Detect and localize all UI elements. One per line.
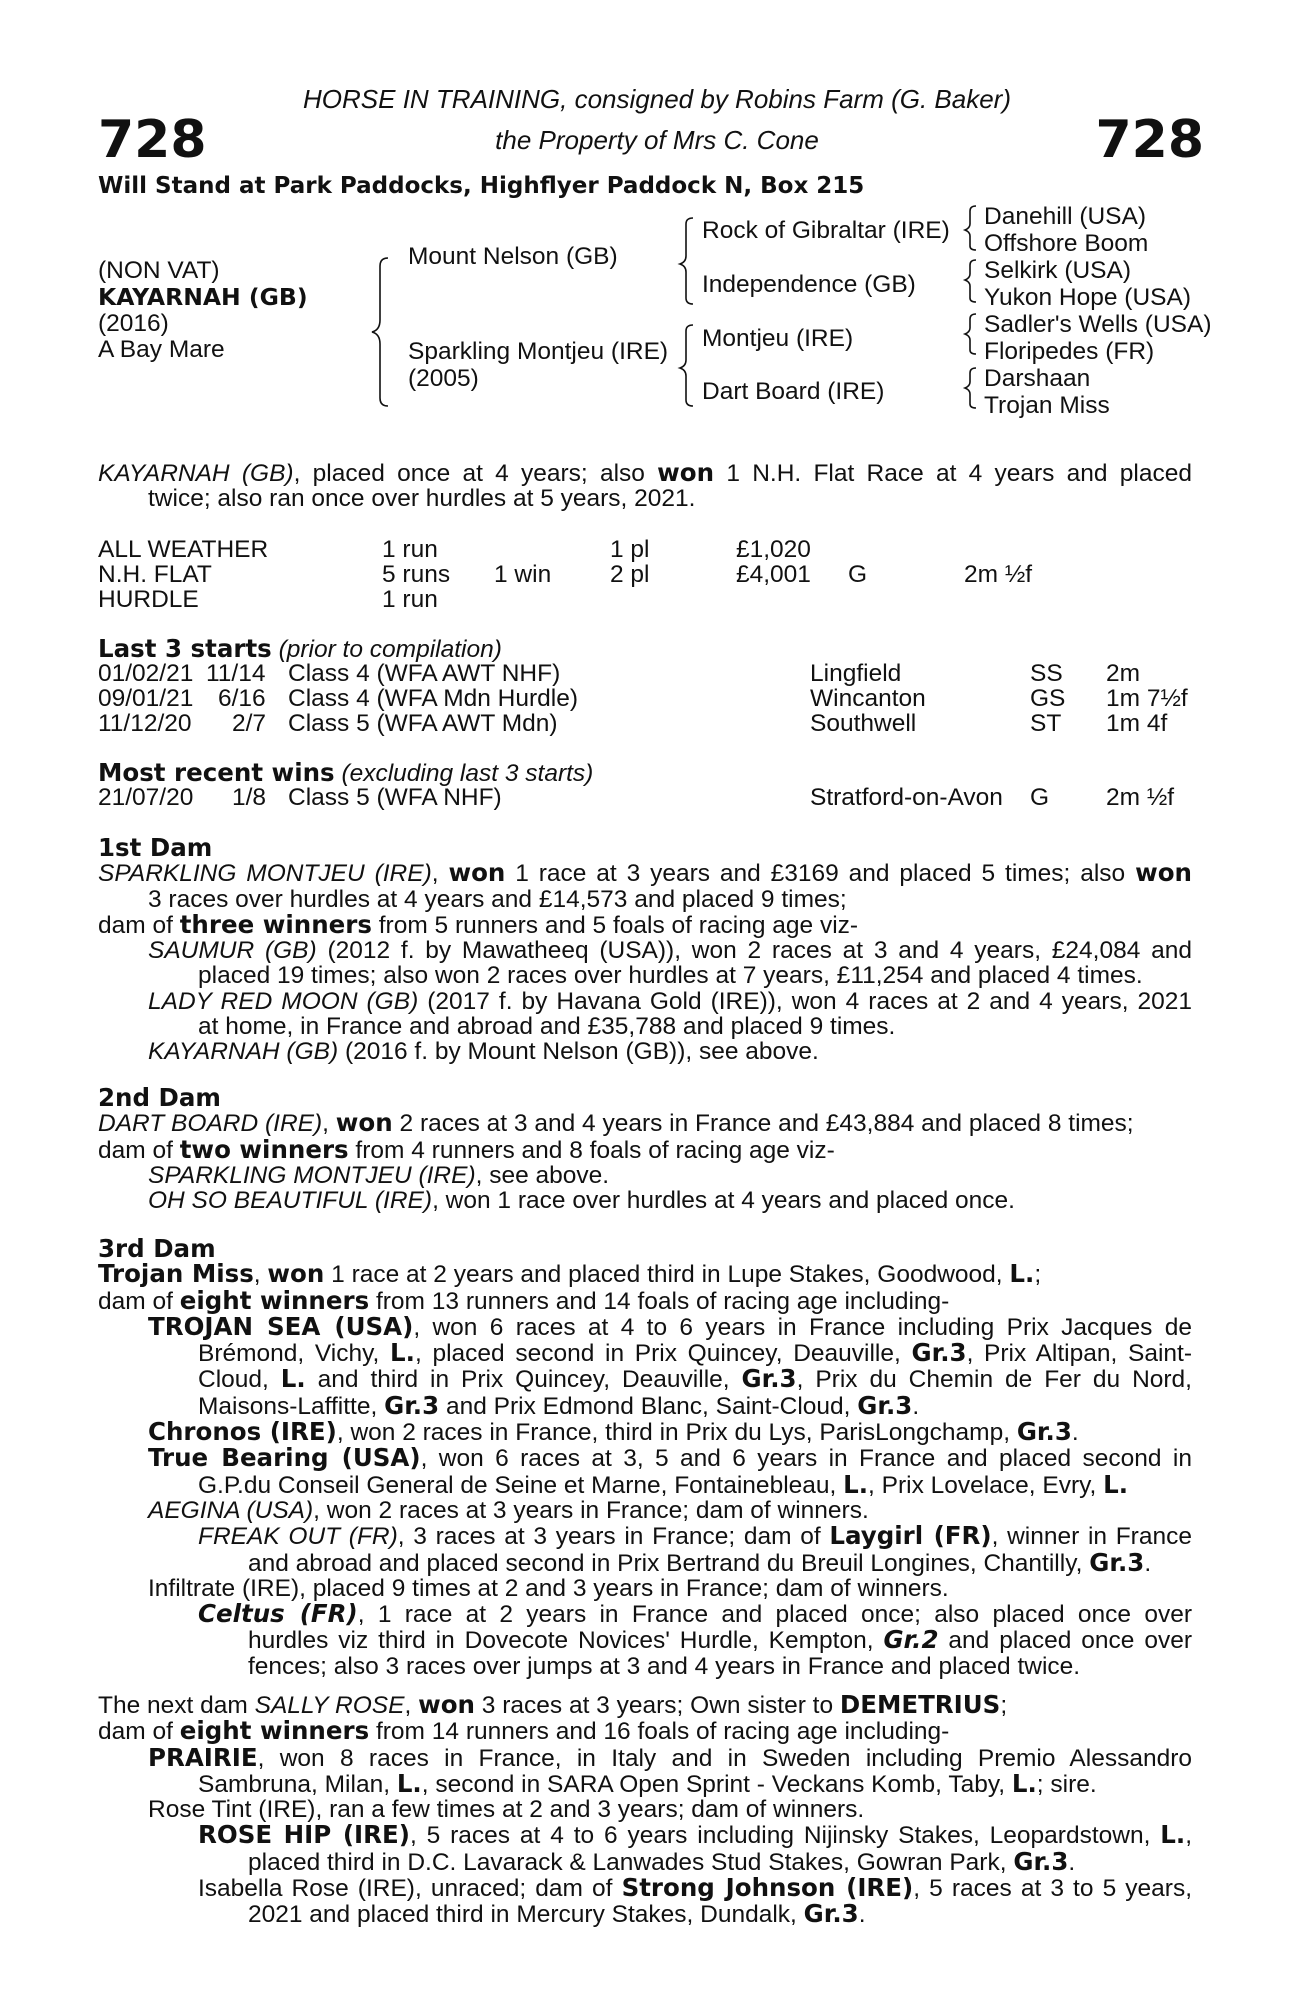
progeny-entry: Infiltrate (IRE), placed 9 times at 2 and 3 years in France; dam of winners. [148, 1574, 949, 1602]
lot-number-right: 728 [1095, 110, 1204, 170]
text: and abroad and placed second in Prix Bertrand du Breuil Longines, Chantilly, [248, 1549, 1090, 1577]
race-grade: Gr.3 [1089, 1547, 1145, 1577]
text: , placed second in Prix Quincey, Deauville, [414, 1340, 912, 1368]
last-starts-title: Last 3 starts [98, 634, 272, 663]
win-position: 1/8 [232, 784, 267, 811]
won-text: won [335, 1108, 393, 1138]
record-placed: 1 pl [610, 536, 650, 563]
dam-name: SALLY ROSE [254, 1692, 405, 1719]
text: , 5 races at 3 to 5 years, [913, 1875, 1193, 1903]
progeny-name: Strong Johnson (IRE) [621, 1873, 914, 1903]
progeny-name: AEGINA (USA) [148, 1496, 314, 1524]
pedigree-gg3: Selkirk (USA) [984, 257, 1132, 284]
start-position: 6/16 [218, 685, 266, 712]
pedigree-gg2: Offshore Boom [984, 230, 1149, 257]
text: Isabella Rose (IRE), unraced; dam of [198, 1875, 622, 1903]
win-race: Class 5 (WFA NHF) [288, 784, 502, 811]
start-date: 09/01/21 [98, 685, 194, 712]
record-going: G [848, 561, 868, 588]
text: fences; also 3 races over jumps at 3 and 4 years in France and placed twice. [248, 1652, 1081, 1680]
race-grade: L. [1160, 1820, 1186, 1850]
start-race: Class 5 (WFA AWT Mdn) [288, 710, 558, 737]
race-grade: Gr.3 [911, 1338, 967, 1368]
text: , won 6 races at 3, 5 and 6 years in France and placed second in [420, 1445, 1192, 1473]
win-going: G [1030, 784, 1050, 811]
pedigree-dam: Sparkling Montjeu (IRE) [408, 338, 669, 365]
start-distance: 1m 7½f [1106, 685, 1188, 712]
text: (2017 f. by Havana Gold (IRE)), won 4 races at 2 and 4 years, 2021 [418, 987, 1193, 1015]
progeny-name: ROSE HIP (IRE) [198, 1820, 410, 1850]
won-text: won [267, 1259, 325, 1289]
win-date: 21/07/20 [98, 784, 194, 811]
recent-wins-title: Most recent wins [98, 758, 335, 787]
pedigree-dam-dam: Dart Board (IRE) [702, 378, 885, 405]
text: , Prix Altipan, Saint- [966, 1340, 1192, 1368]
record-runs: 1 run [382, 586, 438, 613]
recent-wins-heading [98, 760, 593, 786]
start-position: 2/7 [232, 710, 267, 737]
winners-count: eight winners [179, 1285, 370, 1315]
pedigree-sire-sire: Rock of Gibraltar (IRE) [702, 217, 950, 244]
progeny-name: Celtus (FR) [198, 1599, 358, 1629]
race-grade: Gr.3 [803, 1899, 859, 1929]
record-runs: 1 run [382, 536, 438, 563]
text: and Prix Edmond Blanc, Saint-Cloud, [439, 1392, 858, 1420]
first-dam-section [98, 835, 1192, 1065]
pedigree-gg6: Floripedes (FR) [984, 338, 1155, 365]
text: , [253, 1261, 268, 1289]
text: , won 8 races in France, in Italy and in Sweden including Premio Alessandro [257, 1744, 1192, 1772]
text: ; sire. [1036, 1770, 1097, 1798]
progeny-name: SPARKLING MONTJEU (IRE) [148, 1161, 476, 1189]
text: (2016 f. by Mount Nelson (GB)), see above. [338, 1038, 819, 1066]
text: dam of [98, 1136, 180, 1164]
start-position: 11/14 [206, 660, 266, 687]
dam-name: Trojan Miss [98, 1259, 254, 1289]
text: , won 6 races at 4 to 6 years in France including Prix Jacques de [413, 1313, 1192, 1341]
text: 2021 and placed third in Mercury Stakes, Dundalk, [248, 1901, 804, 1929]
text: dam of [98, 911, 180, 939]
summary-horse-name: KAYARNAH (GB) [98, 460, 294, 487]
start-course: Southwell [810, 710, 917, 737]
text: Brémond, Vichy, [198, 1340, 391, 1368]
text: placed third in D.C. Lavarack & Lanwades Stud Stakes, Gowran Park, [248, 1848, 1014, 1876]
stabling-line: Will Stand at Park Paddocks, Highflyer Paddock N, Box 215 [98, 173, 865, 199]
progeny-name: Chronos (IRE) [148, 1417, 337, 1447]
start-distance: 2m [1106, 660, 1141, 687]
text: 3 races at 3 years; Own sister to [474, 1692, 840, 1719]
progeny-name: Laygirl (FR) [829, 1521, 992, 1551]
race-grade: Gr.2 [883, 1625, 939, 1655]
race-grade: L. [396, 1768, 422, 1798]
pedigree-dam-year: (2005) [408, 365, 479, 392]
record-type: N.H. FLAT [98, 561, 212, 588]
text: dam of [98, 1287, 180, 1315]
text: (2012 f. by Mawatheeq (USA)), won 2 races at 3 and 4 years, £24,084 and [316, 937, 1192, 965]
vat-status: (NON VAT) [98, 257, 220, 284]
dam-name: DART BOARD (IRE) [98, 1110, 323, 1138]
summary-won: won [657, 458, 715, 487]
pedigree-sire: Mount Nelson (GB) [408, 243, 618, 270]
text: Sambruna, Milan, [198, 1770, 397, 1798]
text: , second in SARA Open Sprint - Veckans Komb, Taby, [421, 1770, 1012, 1798]
start-race: Class 4 (WFA AWT NHF) [288, 660, 561, 687]
text: ; [1034, 1261, 1042, 1289]
text: , 3 races at 3 years in France; dam of [397, 1523, 830, 1551]
summary-text: , placed once at 4 years; also [293, 460, 658, 487]
text: , see above. [475, 1161, 610, 1189]
progeny-name: KAYARNAH (GB) [148, 1038, 339, 1066]
record-distance: 2m ½f [964, 561, 1033, 588]
text: , 5 races at 4 to 6 years including Nijinsky Stakes, Leopardstown, [409, 1822, 1161, 1850]
last-starts-note: (prior to compilation) [278, 636, 502, 663]
lot-number-left: 728 [98, 110, 207, 170]
text: , Prix du Chemin de Fer du Nord, [796, 1366, 1192, 1394]
race-grade: Gr.3 [1013, 1846, 1069, 1876]
race-grade: Gr.3 [741, 1364, 797, 1394]
start-going: ST [1030, 710, 1062, 737]
won-text: won [418, 1690, 475, 1719]
recent-wins-note: (excluding last 3 starts) [341, 760, 594, 787]
property-line: the Property of Mrs C. Cone [495, 125, 819, 155]
win-course: Stratford-on-Avon [810, 784, 1003, 811]
text: , won 1 race over hurdles at 4 years and placed once. [432, 1187, 1015, 1215]
race-grade: Gr.3 [857, 1390, 913, 1420]
text: , won 2 races in France, third in Prix du Lys, ParisLongchamp, [336, 1419, 1017, 1447]
text: 1 race at 2 years and placed third in Lupe Stakes, Goodwood, [324, 1261, 1010, 1289]
race-grade: L. [843, 1469, 869, 1499]
race-summary [98, 460, 1192, 512]
progeny-name: LADY RED MOON (GB) [148, 987, 419, 1015]
text: , Prix Lovelace, Evry, [868, 1471, 1104, 1499]
progeny-name: FREAK OUT (FR) [198, 1523, 398, 1551]
won-text: won [448, 858, 506, 888]
text: , winner in France [991, 1523, 1192, 1551]
progeny-name: DEMETRIUS [839, 1690, 1001, 1719]
summary-line-2: twice; also ran once over hurdles at 5 years, 2021. [148, 485, 696, 513]
text: from 14 runners and 16 foals of racing age including- [369, 1718, 950, 1746]
winners-count: eight winners [179, 1716, 370, 1746]
text: . [858, 1901, 866, 1929]
record-placed: 2 pl [610, 561, 650, 588]
text: , [1185, 1822, 1192, 1850]
text: , [322, 1110, 336, 1138]
first-dam-heading: 1st Dam [98, 833, 213, 862]
second-dam-heading: 2nd Dam [98, 1083, 221, 1112]
text: Cloud, [198, 1366, 281, 1394]
record-earnings: £4,001 [736, 561, 811, 588]
race-grade: Gr.3 [1016, 1417, 1072, 1447]
summary-text-2: 1 N.H. Flat Race at 4 years and placed [714, 460, 1192, 487]
pedigree-gg5: Sadler's Wells (USA) [984, 311, 1212, 338]
record-runs: 5 runs [382, 561, 451, 588]
text: , [431, 860, 449, 888]
text: , won 2 races at 3 years in France; dam of winners. [313, 1496, 869, 1524]
text: . [912, 1392, 920, 1420]
text: placed 19 times; also won 2 races over hurdles at 7 years, £11,254 and placed 4 times. [198, 962, 1143, 990]
text: from 13 runners and 14 foals of racing age including- [369, 1287, 950, 1315]
text: from 5 runners and 5 foals of racing age viz- [371, 911, 859, 939]
winners-count: two winners [179, 1134, 349, 1164]
text: and third in Prix Quincey, Deauville, [305, 1366, 742, 1394]
pedigree-gg1: Danehill (USA) [984, 203, 1147, 230]
text: from 4 runners and 8 foals of racing age viz- [348, 1136, 835, 1164]
pedigree-gg8: Trojan Miss [984, 392, 1110, 419]
text: . [1144, 1549, 1152, 1577]
third-dam-heading: 3rd Dam [98, 1234, 216, 1263]
start-date: 11/12/20 [98, 710, 192, 737]
win-distance: 2m ½f [1106, 784, 1175, 811]
race-grade: L. [1103, 1469, 1129, 1499]
start-race: Class 4 (WFA Mdn Hurdle) [288, 685, 578, 712]
progeny-name: SAUMUR (GB) [148, 937, 317, 965]
pedigree-gg7: Darshaan [984, 365, 1091, 392]
record-wins: 1 win [494, 561, 552, 588]
progeny-name: TROJAN SEA (USA) [148, 1311, 414, 1341]
progeny-name: True Bearing (USA) [148, 1443, 421, 1473]
text: at home, in France and abroad and £35,788 and placed 9 times. [198, 1013, 896, 1041]
race-grade: L. [1011, 1768, 1037, 1798]
won-text: won [1135, 858, 1192, 888]
next-dam-section [98, 1692, 1192, 1928]
text: , 1 race at 2 years in France and placed once; also placed once over [357, 1601, 1192, 1629]
horse-description: A Bay Mare [98, 336, 225, 363]
progeny-name: PRAIRIE [148, 1742, 258, 1772]
pedigree-dam-sire: Montjeu (IRE) [702, 325, 854, 352]
start-date: 01/02/21 [98, 660, 194, 687]
start-going: SS [1030, 660, 1063, 687]
progeny-name: OH SO BEAUTIFUL (IRE) [148, 1187, 433, 1215]
race-grade: L. [280, 1364, 306, 1394]
text: The next dam [98, 1692, 255, 1719]
second-dam-section [98, 1085, 1192, 1213]
record-type: ALL WEATHER [98, 536, 269, 563]
consignor-line: HORSE IN TRAINING, consigned by Robins Farm (G. Baker) [303, 84, 1011, 114]
horse-name: KAYARNAH (GB) [98, 283, 308, 311]
pedigree-sire-dam: Independence (GB) [702, 271, 916, 298]
progeny-entry: Rose Tint (IRE), ran a few times at 2 and 3 years; dam of winners. [148, 1796, 865, 1824]
last-starts-heading [98, 636, 502, 662]
dam-name: SPARKLING MONTJEU (IRE) [98, 860, 432, 888]
race-grade: Gr.3 [384, 1390, 440, 1420]
text: G.P.du Conseil General de Seine et Marne, Fontainebleau, [198, 1471, 844, 1499]
text: . [1068, 1848, 1076, 1876]
text: hurdles viz third in Dovecote Novices' Hurdle, Kempton, [248, 1627, 884, 1655]
text: dam of [98, 1718, 180, 1746]
race-grade: L. [390, 1338, 415, 1368]
start-course: Lingfield [810, 660, 902, 687]
text: 1 race at 3 years and £3169 and placed 5 times; also [505, 860, 1136, 888]
horse-year: (2016) [98, 310, 169, 337]
third-dam-section [98, 1236, 1192, 1679]
pedigree-gg4: Yukon Hope (USA) [984, 284, 1191, 311]
start-distance: 1m 4f [1106, 710, 1168, 737]
text: , [404, 1692, 419, 1719]
start-course: Wincanton [810, 685, 926, 712]
text: and placed once over [938, 1627, 1192, 1655]
text: . [1071, 1419, 1079, 1447]
start-going: GS [1030, 685, 1066, 712]
record-type: HURDLE [98, 586, 199, 613]
race-grade: L. [1009, 1259, 1035, 1289]
record-earnings: £1,020 [736, 536, 811, 563]
text: Maisons-Laffitte, [198, 1392, 385, 1420]
text: ; [1000, 1692, 1008, 1719]
winners-count: three winners [179, 909, 372, 939]
text: 3 races over hurdles at 4 years and £14,573 and placed 9 times; [148, 885, 847, 913]
text: 2 races at 3 and 4 years in France and £43,884 and placed 8 times; [392, 1110, 1134, 1138]
